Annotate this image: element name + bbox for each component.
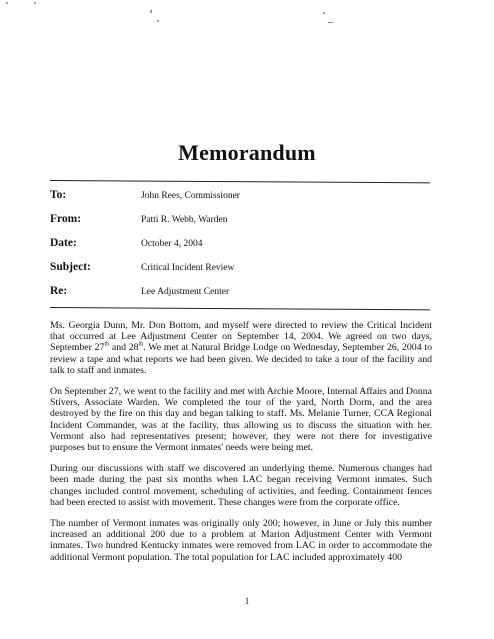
scan-speck [323,12,325,14]
superscript-th: th [104,342,110,349]
memo-field-to [50,189,430,205]
memo-field-from [50,213,430,229]
field-label: Date: [50,237,77,249]
paragraph-4: The number of Vermont inmates was originally only 200; however, in June or July this number increased an additional 200 due to a problem at Marion Adjustment Center with Vermont inmates. Two hundred Kentucky inmates were removed from LAC in order to accommodate the additional Vermont population. The total population for LAC included approximately 400 [50,518,432,563]
field-value: October 4, 2004 [141,239,203,249]
memo-field-re [50,285,430,301]
scan-speck [6,2,8,4]
header-rule-bottom [50,307,430,310]
memo-field-subject [50,261,430,277]
field-value: Critical Incident Review [141,263,235,273]
field-label: From: [50,213,82,225]
page-number: 1 [244,596,250,606]
field-label: Re: [50,285,68,297]
field-label: Subject: [50,261,91,273]
field-value: Lee Adjustment Center [141,287,230,297]
field-value: Patti R. Webb, Warden [141,215,228,225]
memo-field-date [50,237,430,253]
scan-speck [150,10,152,13]
paragraph-1-part-b: and 28 [109,342,139,354]
paragraph-1 [50,320,432,376]
paragraph-1-part-a: Ms. Georgia Dunn, Mr. Don Bottom, and myself were directed to review the Critical Incident that occurred at Lee Adjustment Center on September 14, 2004. We agreed on two days, September 27 [50,320,432,354]
header-rule-top [50,180,430,183]
paragraph-2: On September 27, we went to the facility and met with Archie Moore, Internal Affairs and Donna Stivers, Associate Warden. We completed the tour of the yard, North Dorm, and the area destroyed by the fire on this day and began talking to staff. Ms. Melanie Turner, CCA Regional Incident Commander, was at the facility, thus allowing us to discuss the situation with her. Vermont also had representatives present; however, they were not there for investigative purposes but to ensure the Vermont inmates' needs were being met. [50,386,432,454]
memo-title: Memorandum [178,140,316,165]
superscript-th: th [138,342,144,349]
scan-speck [328,22,333,23]
paragraph-3: During our discussions with staff we discovered an underlying theme. Numerous changes had been made during the past six months when LAC began receiving Vermont inmates. Such changes included control movement, scheduling of activities, and feeding. Containment fences had been erected to assist with movement. These changes were from the corporate office. [50,463,432,508]
scan-speck [157,20,159,22]
field-label: To: [50,189,67,201]
scan-speck [34,2,36,4]
field-value: John Rees, Commissioner [141,191,240,201]
memo-body [50,320,432,573]
paragraph-1-part-c: . We met at Natural Bridge Lodge on Wednesday, September 26, 2004 to review a tape and what reports we had been given. We decided to take a tour of the facility and talk to staff and inmates. [50,342,432,376]
